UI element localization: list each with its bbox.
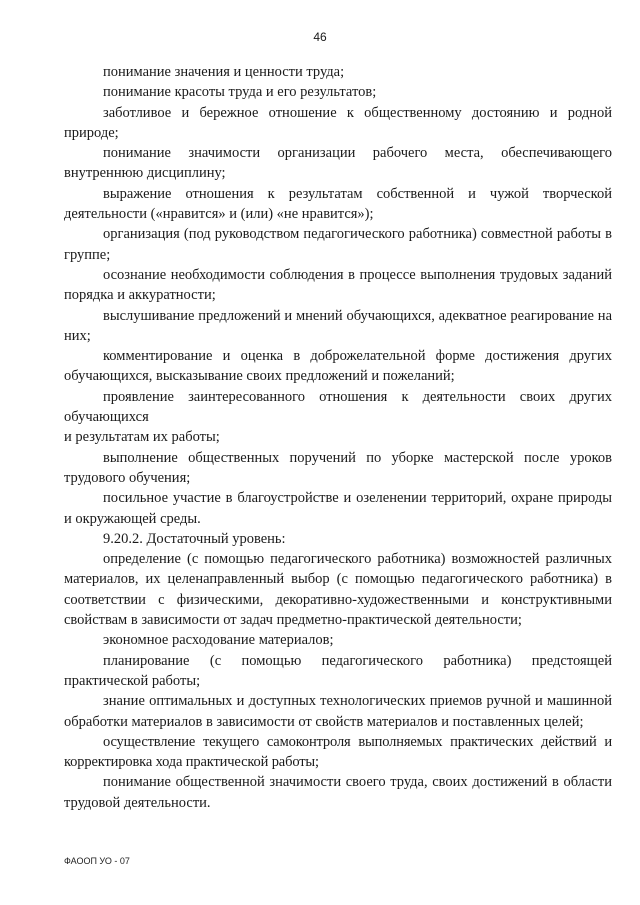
paragraph-public-assignments: выполнение общественных поручений по уборке мастерской после уроков трудового обучения; [64, 449, 612, 486]
paragraph-interest-continued: и результатам их работы; [64, 429, 220, 446]
paragraph-techniques: знание оптимальных и доступных технологических приемов ручной и машинной обработки материалов в зависимости от свойств материалов и поставленных целей; [64, 693, 612, 730]
section-heading-sufficient-level: 9.20.2. Достаточный уровень: [103, 530, 286, 547]
paragraph-public-property: заботливое и бережное отношение к общественному достоянию и родной природе; [64, 104, 612, 141]
paragraph-accuracy: осознание необходимости соблюдения в процессе выполнения трудовых заданий порядка и аккуратности; [64, 266, 612, 304]
paragraph-interest: проявление заинтересованного отношения к деятельности своих других обучающихся [64, 388, 612, 426]
paragraph-landscaping: посильное участие в благоустройстве и озеленении территорий, охране природы и окружающей среды. [64, 490, 612, 527]
paragraph-labor-beauty: понимание красоты труда и его результатов; [103, 84, 377, 101]
paragraph-materials-selection: определение (с помощью педагогического работника) возможностей различных материалов, их целенаправленный выбор (с помощью педагогического работника) в соответствии с физическими, декоративно-художественными и конструктивными свойствам в зависимости от задач предметно-практической деятельности; [64, 551, 612, 629]
paragraph-attitude: выражение отношения к результатам собственной и чужой творческой деятельности («нравится» и (или) «не нравится»); [64, 185, 612, 223]
paragraph-economy: экономное расходование материалов; [103, 632, 334, 649]
paragraph-listening: выслушивание предложений и мнений обучающихся, адекватное реагирование на них; [64, 307, 612, 344]
document-footer-code: ФАООП УО - 07 [64, 856, 130, 866]
paragraph-labor-value: понимание значения и ценности труда; [103, 64, 345, 80]
page-number: 46 [313, 30, 327, 44]
document-body [64, 62, 612, 813]
paragraph-self-control: осуществление текущего самоконтроля выполняемых практических действий и корректировка хода практической работы; [64, 733, 612, 771]
paragraph-group-work: организация (под руководством педагогического работника) совместной работы в группе; [64, 226, 612, 263]
paragraph-commenting: комментирование и оценка в доброжелательной форме достижения других обучающихся, высказывание своих предложений и пожеланий; [64, 348, 612, 385]
paragraph-planning: планирование (с помощью педагогического работника) предстоящей практической работы; [64, 652, 612, 689]
paragraph-significance: понимание общественной значимости своего труда, своих достижений в области трудовой деятельности. [64, 774, 612, 811]
paragraph-workplace: понимание значимости организации рабочего места, обеспечивающего внутреннюю дисциплину; [64, 145, 612, 182]
